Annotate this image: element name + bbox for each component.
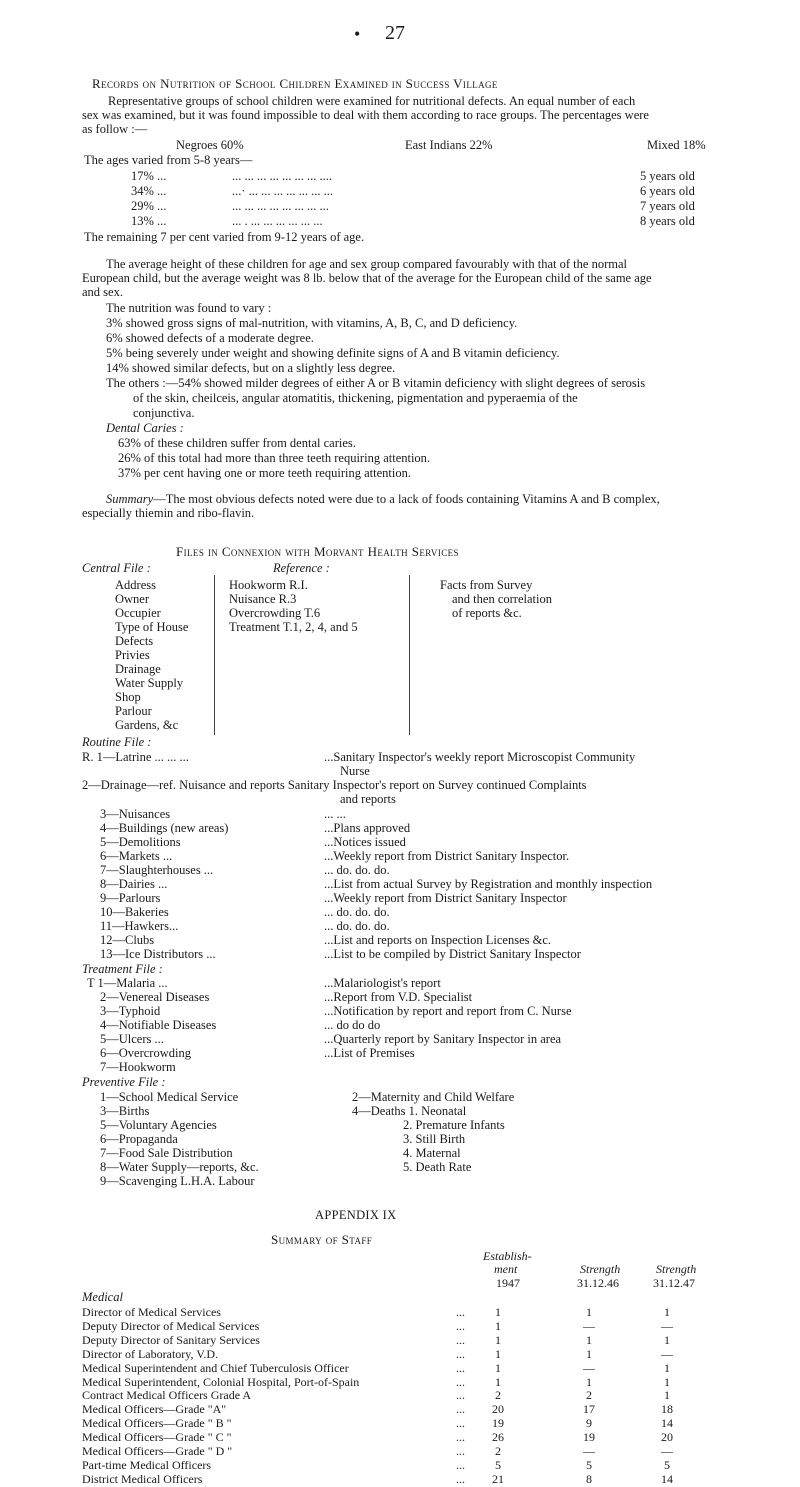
age-dots: ... ... ... ... ... ... ... .... <box>232 169 332 183</box>
staff-value-1947: 14 <box>661 1472 673 1486</box>
routine-right: ...Notices issued <box>324 835 406 849</box>
staff-row-leader: ... <box>456 1388 465 1402</box>
preventive-item: 3—Births <box>100 1104 150 1118</box>
staff-value-1946: 17 <box>583 1402 595 1416</box>
divider-2 <box>409 575 410 735</box>
routine-left: 6—Markets ... <box>100 849 173 863</box>
staff-value-1946: 1 <box>586 1333 592 1347</box>
preventive-file-label: Preventive File : <box>82 1075 166 1089</box>
staff-value-1947: — <box>661 1319 673 1333</box>
height-line-1: The average height of these children for age and sex group compared favourably with that of the normal <box>106 257 627 271</box>
staff-row-label: Medical Superintendent, Colonial Hospital, Port-of-Spain <box>82 1375 360 1389</box>
col-header-year: 1947 <box>496 1276 520 1290</box>
reference-item: Overcrowding T.6 <box>229 606 321 620</box>
race-negroes: Negroes 60% <box>176 138 244 152</box>
routine-right: ...Weekly report from District Sanitary Inspector. <box>324 849 570 863</box>
staff-value-establishment: 19 <box>492 1416 504 1430</box>
routine-right: ... do. do. do. <box>324 863 390 877</box>
staff-row-label: Part-time Medical Officers <box>82 1458 212 1472</box>
col-header-strength-46: Strength <box>580 1262 621 1276</box>
routine-r2: 2—Drainage—ref. Nuisance and reports Sanitary Inspector's report on Survey continued Complaints <box>82 778 587 792</box>
routine-file-label: Routine File : <box>82 735 152 749</box>
staff-row-label: Medical Officers—Grade " D " <box>82 1444 233 1458</box>
central-item: Shop <box>115 690 141 704</box>
preventive-item: 9—Scavenging L.H.A. Labour <box>100 1174 255 1188</box>
routine-left: 7—Slaughterhouses ... <box>100 863 214 877</box>
treatment-left: 6—Overcrowding <box>100 1046 191 1060</box>
staff-row-label: Medical Officers—Grade " B " <box>82 1416 232 1430</box>
staff-row-leader: ... <box>456 1430 465 1444</box>
reference-item: Hookworm R.I. <box>229 578 308 592</box>
central-item: Water Supply <box>115 676 184 690</box>
intro-line-1: Representative groups of school children were examined for nutritional defects. An equal number of each <box>108 94 636 108</box>
routine-r1-right: ...Sanitary Inspector's weekly report Microscopist Community <box>324 750 636 764</box>
height-line-2: European child, but the average weight was 8 lb. below that of the average for the European child of the same age <box>82 271 652 285</box>
age-dots: ... . ... ... ... ... ... ... <box>232 214 323 228</box>
summary-text-2: especially thiemin and ribo-flavin. <box>82 506 255 520</box>
routine-r2-2: and reports <box>340 792 396 806</box>
staff-row-label: Contract Medical Officers Grade A <box>82 1388 252 1402</box>
routine-right: ...Weekly report from District Sanitary Inspector <box>324 891 567 905</box>
staff-value-establishment: 1 <box>495 1361 501 1375</box>
treatment-left: T 1—Malaria ... <box>87 976 168 990</box>
age-label: 5 years old <box>640 169 695 183</box>
central-item: Address <box>115 578 156 592</box>
routine-right: ...List from actual Survey by Registration and monthly inspection <box>324 877 653 891</box>
staff-value-1946: 5 <box>586 1458 592 1472</box>
central-item: Owner <box>115 592 150 606</box>
routine-right: ... do. do. do. <box>324 919 390 933</box>
race-east-indians: East Indians 22% <box>405 138 493 152</box>
staff-value-establishment: 26 <box>492 1430 504 1444</box>
facts-item: and then correlation <box>452 592 552 606</box>
staff-value-1947: 1 <box>664 1375 670 1389</box>
finding: of the skin, cheilceis, angular atomatitis, thickening, pigmentation and pyperaemia of the <box>133 391 578 405</box>
dental-heading: Dental Caries : <box>106 421 184 435</box>
staff-value-1947: 1 <box>664 1361 670 1375</box>
staff-row-label: Director of Medical Services <box>82 1305 221 1319</box>
staff-value-1946: 1 <box>586 1375 592 1389</box>
central-item: Privies <box>115 648 150 662</box>
page-number: 27 <box>385 22 405 44</box>
central-item: Parlour <box>115 704 152 718</box>
age-pct: 13% ... <box>131 214 167 228</box>
reference-item: Nuisance R.3 <box>229 592 297 606</box>
intro-line-2: sex was examined, but it was found impossible to deal with them according to race groups. The percentages were <box>82 108 649 122</box>
staff-row-leader: ... <box>456 1375 465 1389</box>
nutrition-vary: The nutrition was found to vary : <box>106 301 272 315</box>
treatment-right: ...Notification by report and report from C. Nurse <box>324 1004 572 1018</box>
staff-row-label: Medical Superintendent and Chief Tuberculosis Officer <box>82 1361 349 1375</box>
finding: 14% showed similar defects, but on a slightly less degree. <box>106 361 396 375</box>
treatment-right: ... do do do <box>324 1018 381 1032</box>
preventive-item: 5. Death Rate <box>403 1160 472 1174</box>
routine-left: 9—Parlours <box>100 891 161 905</box>
preventive-item: 4. Maternal <box>403 1146 461 1160</box>
staff-value-1947: 5 <box>664 1458 670 1472</box>
facts-item: Facts from Survey <box>440 578 533 592</box>
routine-left: 11—Hawkers... <box>100 919 179 933</box>
age-label: 6 years old <box>640 184 695 198</box>
staff-value-1947: — <box>661 1347 673 1361</box>
preventive-item: 2—Maternity and Child Welfare <box>352 1090 515 1104</box>
treatment-right: ...List of Premises <box>324 1046 415 1060</box>
staff-row-leader: ... <box>456 1361 465 1375</box>
routine-left: 13—Ice Distributors ... <box>100 947 216 961</box>
appendix-subtitle: Summary of Staff <box>271 1232 373 1247</box>
staff-row-leader: ... <box>456 1319 465 1333</box>
staff-row-label: Medical Officers—Grade "A" <box>82 1402 227 1416</box>
routine-left: 4—Buildings (new areas) <box>100 821 229 835</box>
age-pct: 34% ... <box>131 184 167 198</box>
routine-right: ...List and reports on Inspection Licenses &c. <box>324 933 552 947</box>
staff-value-establishment: 1 <box>495 1319 501 1333</box>
finding: The others :—54% showed milder degrees of either A or B vitamin deficiency with slight degrees of serosis <box>106 376 646 390</box>
finding: 5% being severely under weight and showing definite signs of A and B vitamin deficiency. <box>106 346 560 360</box>
files-title: Files in Connexion with Morvant Health Services <box>176 544 459 559</box>
staff-row-label: Director of Laboratory, V.D. <box>82 1347 219 1361</box>
treatment-right: ...Malariologist's report <box>324 976 441 990</box>
routine-r1-right-2: Nurse <box>340 764 370 778</box>
height-line-3: and sex. <box>82 285 123 299</box>
age-dots: ...· ... ... ... ... ... ... ... <box>232 184 334 198</box>
staff-row-leader: ... <box>456 1347 465 1361</box>
staff-row-leader: ... <box>456 1305 465 1319</box>
preventive-item: 4—Deaths 1. Neonatal <box>352 1104 467 1118</box>
staff-row-label: Deputy Director of Sanitary Services <box>82 1333 260 1347</box>
treatment-left: 2—Venereal Diseases <box>100 990 210 1004</box>
staff-row-leader: ... <box>456 1402 465 1416</box>
reference-label: Reference : <box>273 561 330 575</box>
staff-row-leader: ... <box>456 1444 465 1458</box>
summary-label: Summary <box>106 492 154 506</box>
central-item: Defects <box>115 634 154 648</box>
col-header-establishment-2: ment <box>494 1262 518 1276</box>
staff-value-1946: 19 <box>583 1430 595 1444</box>
central-item: Occupier <box>115 606 161 620</box>
routine-right: ... do. do. do. <box>324 905 390 919</box>
routine-left: 10—Bakeries <box>100 905 169 919</box>
col-header-date-46: 31.12.46 <box>577 1276 619 1290</box>
dental-line: 37% per cent having one or more teeth requiring attention. <box>118 466 411 480</box>
staff-row-leader: ... <box>456 1458 465 1472</box>
routine-left: 5—Demolitions <box>100 835 181 849</box>
central-item: Type of House <box>115 620 189 634</box>
staff-value-1946: — <box>583 1319 595 1333</box>
finding: 6% showed defects of a moderate degree. <box>106 331 314 345</box>
finding: conjunctiva. <box>133 406 195 420</box>
treatment-right: ...Report from V.D. Specialist <box>324 990 473 1004</box>
ages-remaining: The remaining 7 per cent varied from 9-12 years of age. <box>84 230 365 244</box>
staff-value-1947: 1 <box>664 1388 670 1402</box>
staff-value-1946: 8 <box>586 1472 592 1486</box>
staff-value-1947: 1 <box>664 1305 670 1319</box>
staff-value-1947: 1 <box>664 1333 670 1347</box>
staff-value-1947: 14 <box>661 1416 673 1430</box>
staff-row-leader: ... <box>456 1333 465 1347</box>
preventive-item: 3. Still Birth <box>403 1132 466 1146</box>
treatment-left: 4—Notifiable Diseases <box>100 1018 217 1032</box>
col-header-date-47: 31.12.47 <box>653 1276 695 1290</box>
routine-left: 12—Clubs <box>100 933 155 947</box>
staff-row-leader: ... <box>456 1472 465 1486</box>
preventive-item: 8—Water Supply—reports, &c. <box>100 1160 259 1174</box>
dental-line: 26% of this total had more than three teeth requiring attention. <box>118 451 431 465</box>
routine-right: ... ... <box>324 807 346 821</box>
staff-value-establishment: 1 <box>495 1305 501 1319</box>
section-medical: Medical <box>82 1290 123 1304</box>
staff-row-label: Deputy Director of Medical Services <box>82 1319 260 1333</box>
routine-right: ...List to be compiled by District Sanitary Inspector <box>324 947 581 961</box>
routine-left: 8—Dairies ... <box>100 877 168 891</box>
staff-value-1946: 2 <box>586 1388 592 1402</box>
divider-1 <box>214 575 215 735</box>
staff-value-establishment: 2 <box>495 1388 501 1402</box>
preventive-item: 2. Premature Infants <box>403 1118 505 1132</box>
dental-line: 63% of these children suffer from dental caries. <box>118 436 356 450</box>
central-file-label: Central File : <box>82 561 151 575</box>
age-label: 8 years old <box>640 214 695 228</box>
staff-row-label: District Medical Officers <box>82 1472 203 1486</box>
staff-value-1947: 18 <box>661 1402 673 1416</box>
treatment-left: 3—Typhoid <box>100 1004 161 1018</box>
age-label: 7 years old <box>640 199 695 213</box>
staff-value-1946: 1 <box>586 1305 592 1319</box>
summary-text: —The most obvious defects noted were due to a lack of foods containing Vitamins A and B complex, <box>153 492 660 506</box>
age-pct: 17% ... <box>131 169 167 183</box>
routine-right: ...Plans approved <box>324 821 411 835</box>
preventive-item: 1—School Medical Service <box>100 1090 239 1104</box>
central-item: Drainage <box>115 662 161 676</box>
col-header-strength-47: Strength <box>656 1262 697 1276</box>
intro-line-3: as follow :— <box>82 122 148 136</box>
page-dot: • <box>354 24 361 44</box>
staff-value-establishment: 1 <box>495 1333 501 1347</box>
col-header-establishment: Establish- <box>483 1249 532 1263</box>
staff-value-1946: 1 <box>586 1347 592 1361</box>
nutrition-title: Records on Nutrition of School Children Examined in Success Village <box>92 76 498 91</box>
age-dots: ... ... ... ... ... ... ... ... <box>232 199 329 213</box>
treatment-left: 5—Ulcers ... <box>100 1032 164 1046</box>
routine-left: 3—Nuisances <box>100 807 171 821</box>
treatment-left: 7—Hookworm <box>100 1060 176 1074</box>
treatment-file-label: Treatment File : <box>82 962 163 976</box>
staff-value-establishment: 21 <box>492 1472 504 1486</box>
staff-value-1947: 20 <box>661 1430 673 1444</box>
staff-value-establishment: 1 <box>495 1375 501 1389</box>
staff-value-establishment: 20 <box>492 1402 504 1416</box>
staff-value-establishment: 5 <box>495 1458 501 1472</box>
ages-intro: The ages varied from 5-8 years— <box>84 153 253 167</box>
preventive-item: 6—Propaganda <box>100 1132 178 1146</box>
central-item: Gardens, &c <box>115 718 179 732</box>
finding: 3% showed gross signs of mal-nutrition, with vitamins, A, B, C, and D deficiency. <box>106 316 518 330</box>
staff-value-establishment: 2 <box>495 1444 501 1458</box>
staff-value-1946: — <box>583 1361 595 1375</box>
staff-value-1946: 9 <box>586 1416 592 1430</box>
staff-value-establishment: 1 <box>495 1347 501 1361</box>
staff-row-leader: ... <box>456 1416 465 1430</box>
age-pct: 29% ... <box>131 199 167 213</box>
appendix-title: APPENDIX IX <box>315 1208 397 1222</box>
staff-value-1947: — <box>661 1444 673 1458</box>
routine-r1-left: R. 1—Latrine ... ... ... <box>82 750 189 764</box>
facts-item: of reports &c. <box>452 606 522 620</box>
race-mixed: Mixed 18% <box>647 138 706 152</box>
staff-row-label: Medical Officers—Grade " C " <box>82 1430 232 1444</box>
preventive-item: 5—Voluntary Agencies <box>100 1118 217 1132</box>
preventive-item: 7—Food Sale Distribution <box>100 1146 233 1160</box>
reference-item: Treatment T.1, 2, 4, and 5 <box>229 620 358 634</box>
staff-value-1946: — <box>583 1444 595 1458</box>
treatment-right: ...Quarterly report by Sanitary Inspector in area <box>324 1032 562 1046</box>
